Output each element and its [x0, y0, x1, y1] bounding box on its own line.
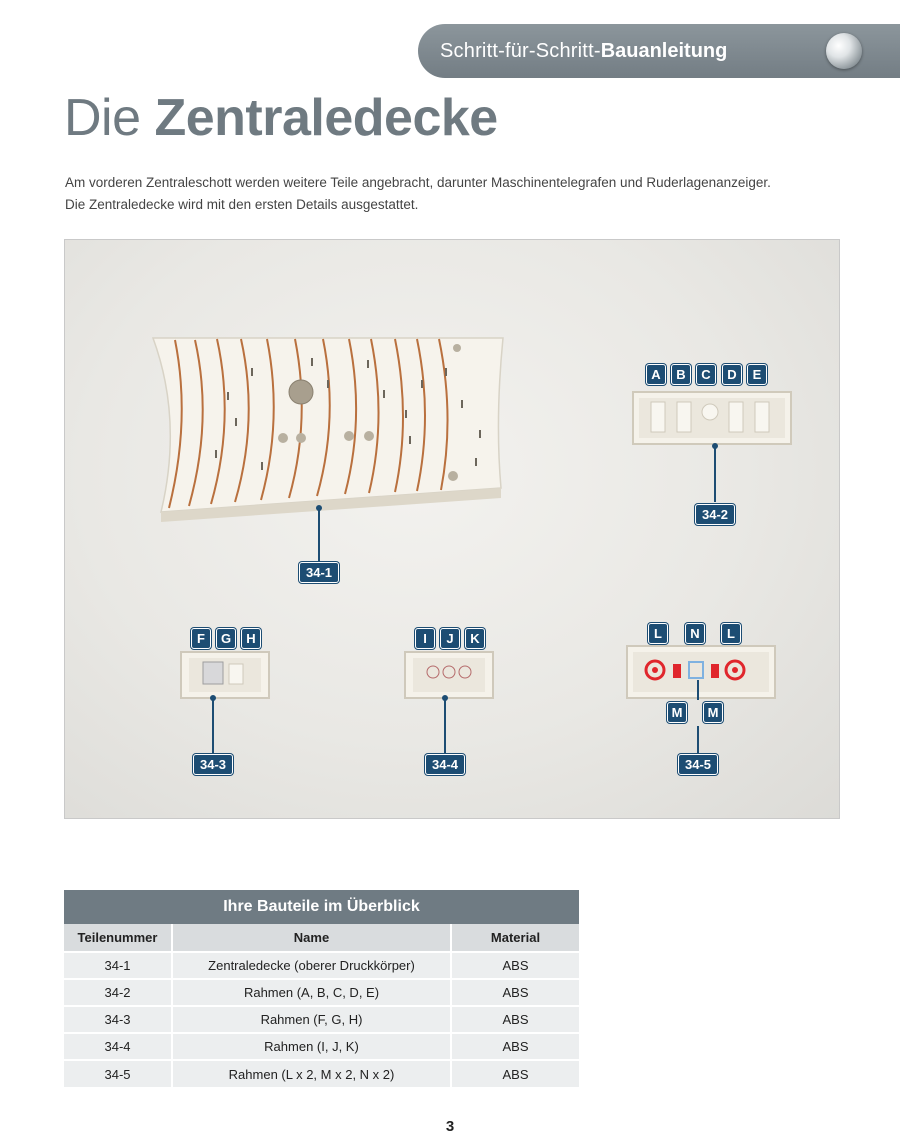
badge-letter-d: D — [722, 364, 742, 385]
table-row — [64, 979, 579, 1006]
cell-name: Rahmen (I, J, K) — [172, 1033, 451, 1060]
part-34-3-frame — [181, 652, 269, 754]
label-34-4: 34-4 — [425, 754, 465, 775]
badge-letter-h: H — [241, 628, 261, 649]
label-34-1: 34-1 — [299, 562, 339, 583]
badge-letter-m-right: M — [703, 702, 723, 723]
label-34-3: 34-3 — [193, 754, 233, 775]
badge-letter-n: N — [685, 623, 705, 644]
section-tab-label: Schritt-für-Schritt- — [440, 39, 601, 62]
badge-letter-m-left: M — [667, 702, 687, 723]
part-34-4-frame — [405, 652, 493, 754]
cell-name: Rahmen (F, G, H) — [172, 1006, 451, 1033]
intro-line-1: Am vorderen Zentraleschott werden weitere Teile angebracht, darunter Maschinentelegrafen und Ruderlagenanzeiger. — [65, 175, 771, 190]
intro-line-2: Die Zentraledecke wird mit den ersten Details ausgestattet. — [65, 197, 419, 212]
page-number: 3 — [445, 1118, 455, 1135]
badge-letter-i: I — [415, 628, 435, 649]
cell-part-number: 34-5 — [64, 1060, 172, 1087]
part-34-1-hull-plate — [153, 338, 503, 562]
cell-material: ABS — [451, 952, 579, 979]
cell-part-number: 34-3 — [64, 1006, 172, 1033]
section-tab — [418, 24, 900, 78]
badge-letter-c: C — [696, 364, 716, 385]
cell-part-number: 34-2 — [64, 979, 172, 1006]
table-row — [64, 1006, 579, 1033]
table-row — [64, 1060, 579, 1087]
table-row — [64, 1033, 579, 1060]
column-header-material: Material — [451, 924, 579, 952]
badge-letter-e: E — [747, 364, 767, 385]
label-34-2: 34-2 — [695, 504, 735, 525]
section-tab-label-bold: Bauanleitung — [600, 39, 728, 62]
badge-letter-l-left: L — [648, 623, 668, 644]
badge-letter-a: A — [646, 364, 666, 385]
parts-overview-table — [64, 890, 579, 1087]
intro-text — [65, 172, 845, 216]
badge-letter-l-right: L — [721, 623, 741, 644]
page-title — [64, 88, 498, 148]
badge-letter-k: K — [465, 628, 485, 649]
badge-letter-j: J — [440, 628, 460, 649]
sphere-icon — [826, 33, 862, 69]
badge-letter-f: F — [191, 628, 211, 649]
cell-part-number: 34-1 — [64, 952, 172, 979]
table-caption: Ihre Bauteile im Überblick — [64, 890, 579, 924]
column-header-part-number: Teilenummer — [64, 924, 172, 952]
cell-name: Rahmen (L x 2, M x 2, N x 2) — [172, 1060, 451, 1087]
badge-letter-b: B — [671, 364, 691, 385]
column-header-name: Name — [172, 924, 451, 952]
cell-material: ABS — [451, 1060, 579, 1087]
badge-letter-g: G — [216, 628, 236, 649]
page-title-bold: Zentraledecke — [154, 89, 498, 147]
cell-part-number: 34-4 — [64, 1033, 172, 1060]
cell-name: Zentraledecke (oberer Druckkörper) — [172, 952, 451, 979]
label-34-5: 34-5 — [678, 754, 718, 775]
parts-illustration — [65, 240, 840, 819]
page-title-light: Die — [64, 89, 155, 147]
cell-material: ABS — [451, 979, 579, 1006]
parts-photo — [64, 239, 840, 819]
part-34-2-frame — [633, 392, 791, 502]
part-34-5-frame — [627, 646, 775, 754]
table-row — [64, 952, 579, 979]
cell-material: ABS — [451, 1006, 579, 1033]
cell-material: ABS — [451, 1033, 579, 1060]
cell-name: Rahmen (A, B, C, D, E) — [172, 979, 451, 1006]
